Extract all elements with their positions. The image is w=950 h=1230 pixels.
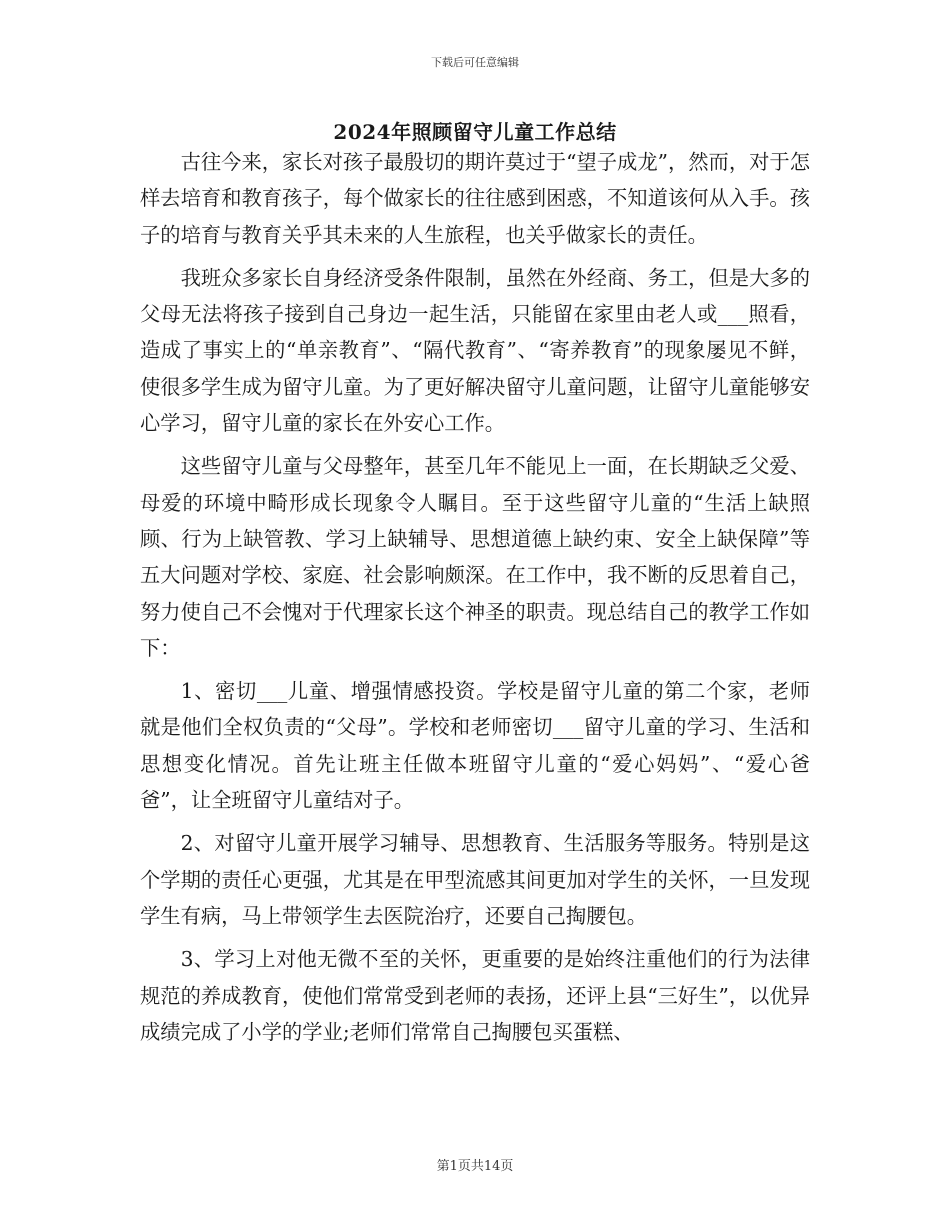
document-title: 2024年照顾留守儿童工作总结 [333, 120, 617, 144]
paragraph-item-3: 3、学习上对他无微不至的关怀，更重要的是始终注重他们的行为法律规范的养成教育，使他们常常受到老师的表扬，还评上县“三好生”，以优异成绩完成了小学的学业;老师们常常自己掏腰包买蛋糕、 [140, 947, 810, 1044]
paragraph-item-2: 2、对留守儿童开展学习辅导、思想教育、生活服务等服务。特别是这个学期的责任心更强，尤其是在甲型流感其间更加对学生的关怀，一旦发现学生有病，马上带领学生去医院治疗，还要自己掏腰包。 [140, 831, 810, 928]
paragraph-background: 我班众多家长自身经济受条件限制，虽然在外经商、务工，但是大多的父母无法将孩子接到自己身边一起生活，只能留在家里由老人或___照看，造成了事实上的“单亲教育”、“隔代教育”、“寄养教育”的现象屡见不鲜，使很多学生成为留守儿童。为了更好解决留守儿童问题，让留守儿童能够安心学习，留守儿童的家长在外安心工作。 [140, 265, 810, 436]
paragraph-item-1: 1、密切___儿童、增强情感投资。学校是留守儿童的第二个家，老师就是他们全权负责的“父母”。学校和老师密切___留守儿童的学习、生活和思想变化情况。首先让班主任做本班留守儿童的“爱心妈妈”、“爱心爸爸”，让全班留守儿童结对子。 [140, 679, 810, 813]
header-note: 下载后可任意编辑 [431, 56, 519, 69]
paragraph-intro: 古往今来，家长对孩子最殷切的期许莫过于“望子成龙”，然而，对于怎样去培育和教育孩子，每个做家长的往往感到困惑，不知道该何从入手。孩子的培育与教育关乎其未来的人生旅程，也关乎做家长的责任。 [140, 150, 810, 247]
document-body [140, 144, 810, 1057]
paragraph-problems: 这些留守儿童与父母整年，甚至几年不能见上一面，在长期缺乏父爱、母爱的环境中畸形成长现象令人瞩目。至于这些留守儿童的“生活上缺照顾、行为上缺管教、学习上缺辅导、思想道德上缺约束、安全上缺保障”等五大问题对学校、家庭、社会影响颇深。在工作中，我不断的反思着自己，努力使自己不会愧对于代理家长这个神圣的职责。现总结自己的教学工作如下： [140, 454, 810, 660]
page-number: 第1页共14页 [436, 1159, 514, 1174]
